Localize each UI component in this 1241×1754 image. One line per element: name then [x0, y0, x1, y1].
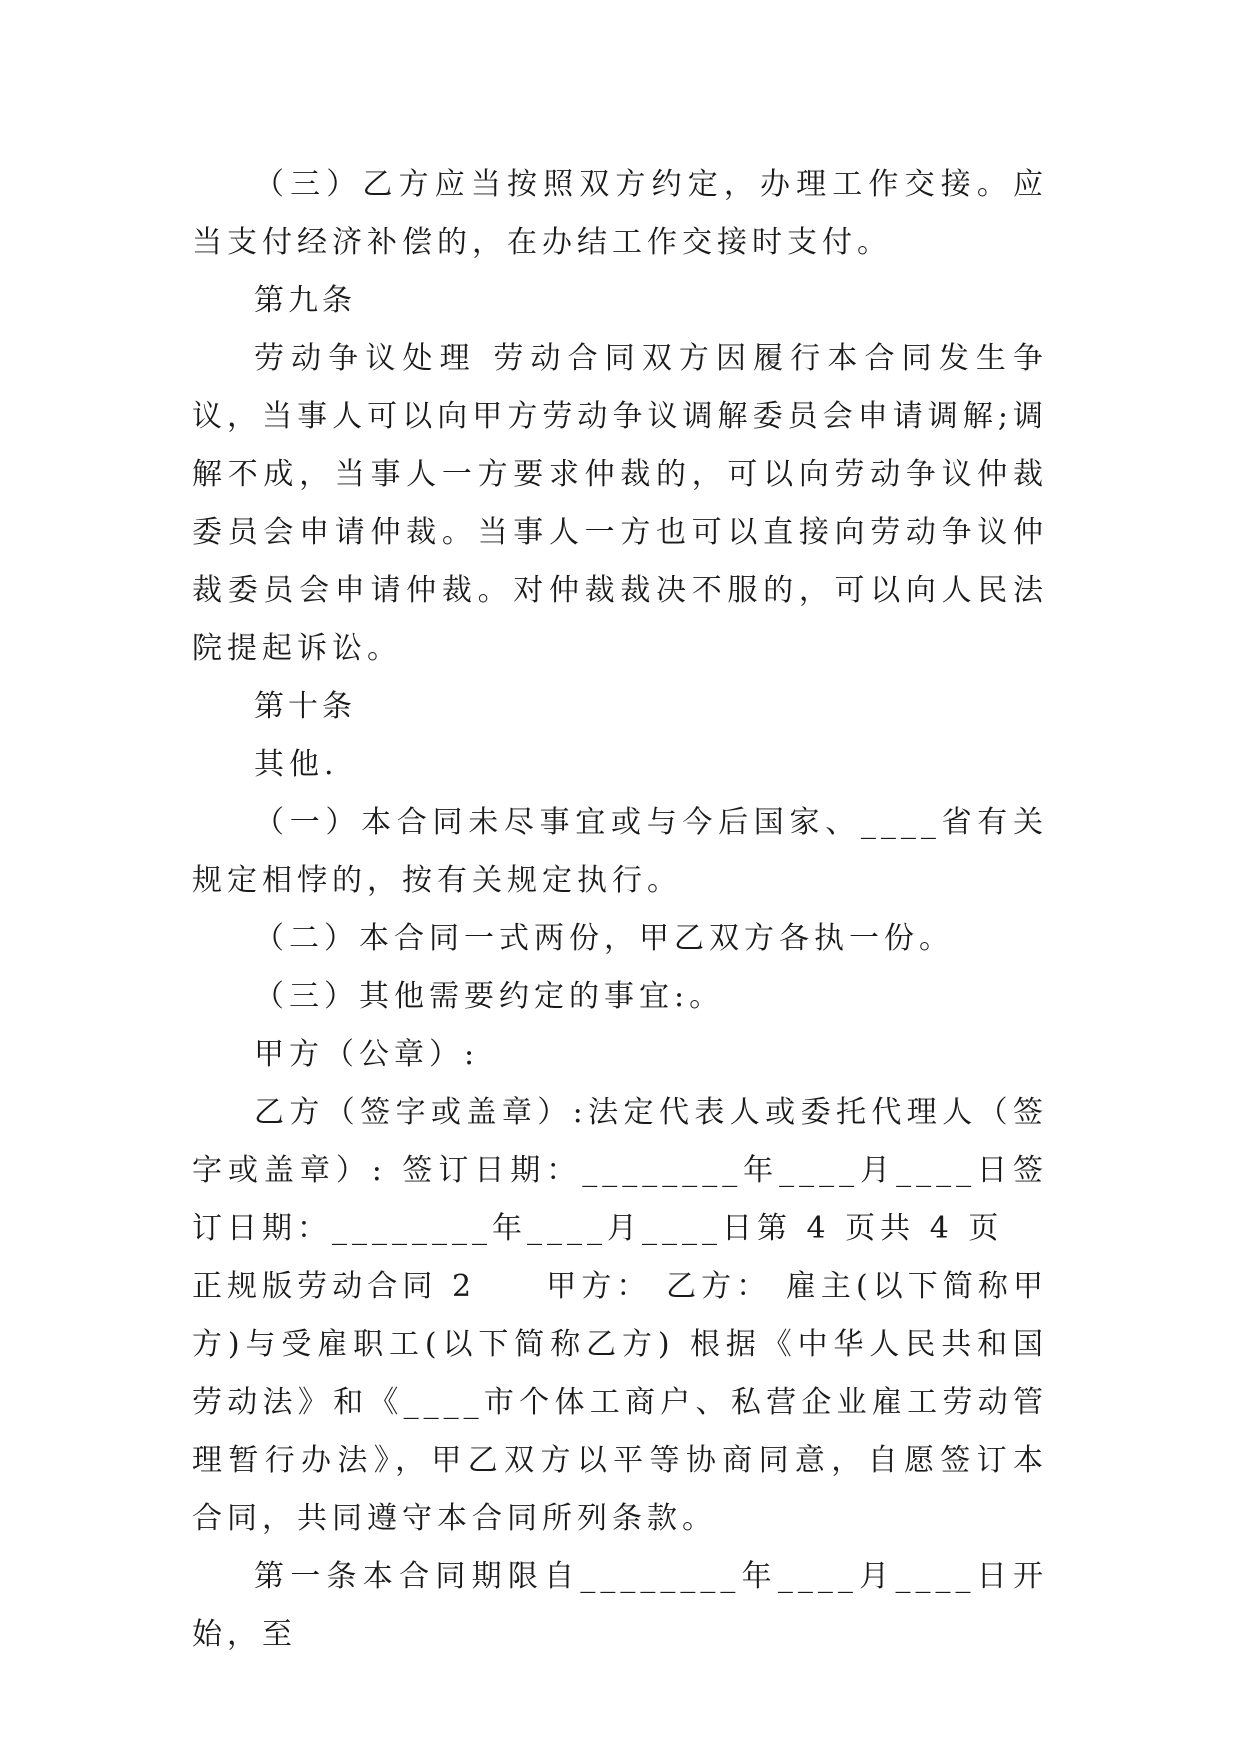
article-ten-heading: 第十条: [254, 689, 356, 724]
article-one-term: 第一条本合同期限自________年____月____日开始，至: [192, 1559, 1048, 1652]
paragraph-dispute-resolution: 劳动争议处理 劳动合同双方因履行本合同发生争议，当事人可以向甲方劳动争议调解委员会申请调解;调解不成，当事人一方要求仲裁的，可以向劳动争议仲裁委员会申请仲裁。当事人一方也可以直接向劳动争议仲裁委员会申请仲裁。对仲裁裁决不服的，可以向人民法院提起诉讼。: [192, 341, 1048, 666]
contract-two-preamble: 正规版劳动合同 2 甲方： 乙方： 雇主(以下简称甲方)与受雇职工(以下简称乙方) 根据《中华人民共和国劳动法》和《____市个体工商户、私营企业雇工劳动管理暂行办法》，甲乙双方以平等协商同意，自愿签订本合同，共同遵守本合同所列条款。: [192, 1269, 1048, 1536]
party-b-signature-line: 乙方（签字或盖章）:法定代表人或委托代理人（签字或盖章）: 签订日期：________年____月____日签订日期：________年____月____日第 4 页共 4 页: [192, 1095, 1048, 1246]
paragraph-other-item-three: （三）其他需要约定的事宜:。: [254, 979, 725, 1014]
paragraph-other-item-one: （一）本合同未尽事宜或与今后国家、____省有关规定相悖的，按有关规定执行。: [192, 805, 1048, 898]
party-a-signature-line: 甲方（公章）:: [254, 1037, 480, 1072]
paragraph-other-heading: 其他.: [254, 747, 339, 782]
document-body: [192, 156, 1048, 1664]
paragraph-handover-clause: （三）乙方应当按照双方约定，办理工作交接。应当支付经济补偿的，在办结工作交接时支付。: [192, 167, 1048, 260]
paragraph-other-item-two: （二）本合同一式两份，甲乙双方各执一份。: [254, 921, 954, 956]
article-nine-heading: 第九条: [254, 283, 356, 318]
